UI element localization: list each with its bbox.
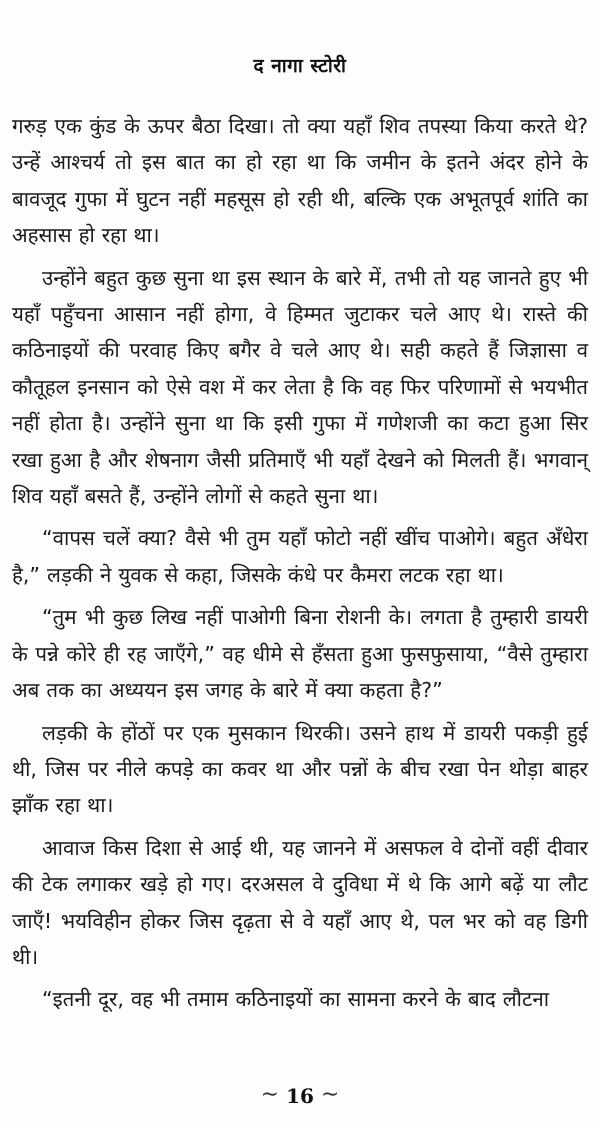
paragraph-6: आवाज किस दिशा से आई थी, यह जानने में असफल वे दोनों वहीं दीवार की टेक लगाकर खड़े हो गए। दरअसल वे दुविधा में थे कि आगे बढ़ें या लौट जाएँ! भयविहीन होकर जिस दृढ़ता से वे यहाँ आए थे, पल भर को वह डिगी थी। xyxy=(12,835,588,969)
tilde-ornament-left: ∼ xyxy=(260,1082,280,1107)
paragraph-4: “तुम भी कुछ लिख नहीं पाओगी बिना रोशनी के। लगता है तुम्हारी डायरी के पन्ने कोरे ही रह जाएँगे,” वह धीमे से हँसता हुआ फुसफुसाया, “वैसे तुम्हारा अब तक का अध्ययन इस जगह के बारे में क्या कहता है?” xyxy=(12,605,588,703)
paragraph-5: लड़की के होंठों पर एक मुसकान थिरकी। उसने हाथ में डायरी पकड़ी हुई थी, जिस पर नीले कपड़े का कवर था और पन्नों के बीच रखा पेन थोड़ा बाहर झाँक रहा था। xyxy=(12,720,588,818)
paragraph-1: गरुड़ एक कुंड के ऊपर बैठा दिखा। तो क्या यहाँ शिव तपस्या किया करते थे? उन्हें आश्चर्य तो इस बात का हो रहा था कि जमीन के इतने अंदर होने के बावजूद गुफा में घुटन नहीं महसूस हो रही थी, बल्कि एक अभूतपूर्व शांति का अहसास हो रहा था। xyxy=(12,114,588,248)
running-header: द नागा स्टोरी xyxy=(253,55,347,77)
body-text xyxy=(12,108,588,1018)
paragraph-7: “इतनी दूर, वह भी तमाम कठिनाइयों का सामना करने के बाद लौटना xyxy=(42,987,550,1012)
page-number: 16 xyxy=(286,1084,314,1108)
page-footer xyxy=(0,1084,600,1109)
tilde-ornament-right: ∼ xyxy=(320,1082,340,1107)
paragraph-3: “वापस चलें क्या? वैसे भी तुम यहाँ फोटो नहीं खींच पाओगे। बहुत अँधेरा है,” लड़की ने युवक से कहा, जिसके कंधे पर कैमरा लटक रहा था। xyxy=(12,526,588,587)
paragraph-2: उन्होंने बहुत कुछ सुना था इस स्थान के बारे में, तभी तो यह जानते हुए भी यहाँ पहुँचना आसान नहीं होगा, वे हिम्मत जुटाकर चले आए थे। रास्ते की कठिनाइयों की परवाह किए बगैर वे चले आए थे। सही कहते हैं जिज्ञासा व कौतूहल इनसान को ऐसे वश में कर लेता है कि वह फिर परिणामों से भयभीत नहीं होता है। उन्होंने सुना था कि इसी गुफा में गणेशजी का कटा हुआ सिर रखा हुआ है और शेषनाग जैसी प्रतिमाएँ भी यहाँ देखने को मिलती हैं। भगवान् शिव यहाँ बसते हैं, उन्होंने लोगों से कहते सुना था। xyxy=(12,265,588,509)
